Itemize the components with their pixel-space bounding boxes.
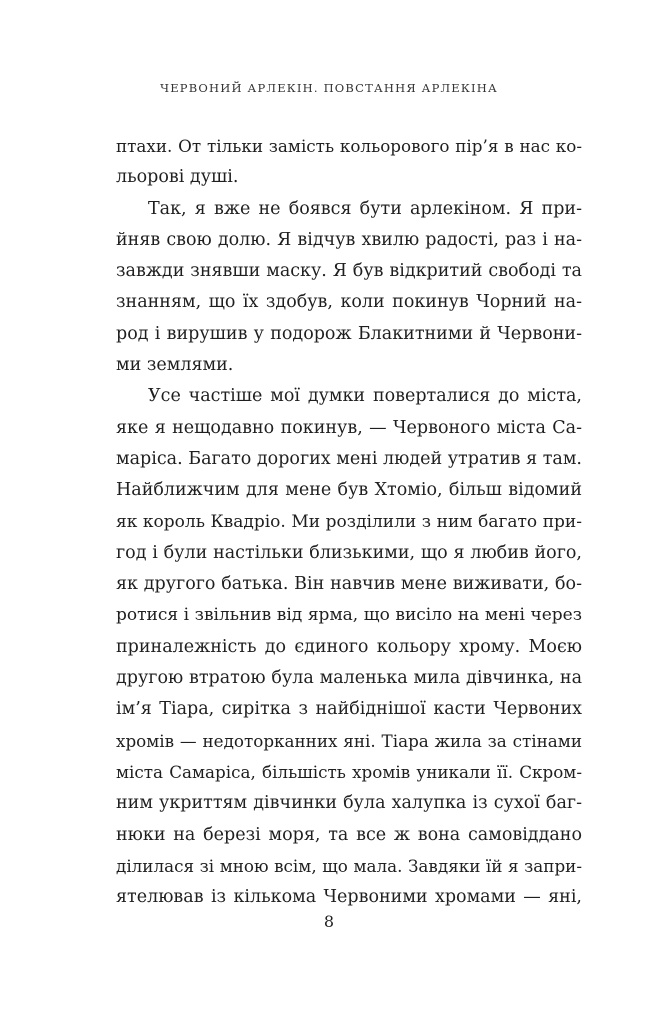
- text-line: знанням, що їх здобув, коли покинув Чорний на-: [116, 292, 582, 313]
- page-number: 8: [323, 912, 335, 931]
- text-line: хромів — недоторканних яні. Тіара жила за стінами: [116, 730, 582, 751]
- text-line: Так, я вже не боявся бути арлекіном. Я при-: [148, 198, 582, 219]
- text-line: як другого батька. Він навчив мене виживати, бо-: [116, 574, 582, 595]
- text-line: ми землями.: [116, 355, 234, 376]
- text-line: маріса. Багато дорогих мені людей утратив я там.: [116, 448, 582, 469]
- text-line: ним укриттям дівчинки була халупка із сухої баг-: [116, 793, 582, 814]
- body-text: [116, 131, 582, 913]
- text-line: другою втратою була маленька мила дівчинка, на: [116, 668, 582, 689]
- text-line: міста Самаріса, більшість хромів уникали її. Скром-: [116, 761, 582, 782]
- text-line: ім’я Тіара, сирітка з найбіднішої касти Червоних: [116, 699, 582, 720]
- text-line: завжди знявши маску. Я був відкритий свободі та: [116, 261, 582, 282]
- text-line: як король Квадріо. Ми розділили з ним багато при-: [116, 511, 582, 532]
- text-line: ділилася зі мною всім, що мала. Завдяки їй я запри-: [116, 855, 582, 876]
- running-header: ЧЕРВОНИЙ АРЛЕКІН. ПОВСТАННЯ АРЛЕКІНА: [160, 81, 498, 95]
- text-line: род і вирушив у подорож Блакитними й Червони-: [116, 323, 582, 344]
- text-line: нюки на березі моря, та все ж вона самовіддано: [116, 824, 582, 845]
- text-line: птахи. От тільки замість кольорового пір’я в нас ко-: [116, 136, 582, 156]
- text-line: год і були настільки близькими, що я любив його,: [116, 542, 582, 563]
- text-line: Усе частіше мої думки поверталися до міста,: [148, 386, 582, 407]
- text-line: яке я нещодавно покинув, — Червоного міста Са-: [116, 417, 582, 438]
- text-line: ротися і звільнив від ярма, що висіло на мені через: [116, 605, 582, 626]
- text-line: льорові душі.: [116, 167, 239, 188]
- text-line: Найближчим для мене був Хтоміо, більш відомий: [116, 480, 582, 501]
- text-line: ятелював із кількома Червоними хромами — яні,: [116, 887, 582, 908]
- text-line: йняв свою долю. Я відчув хвилю радості, раз і на-: [116, 229, 582, 250]
- text-line: приналежність до єдиного кольору хрому. Моєю: [116, 636, 582, 657]
